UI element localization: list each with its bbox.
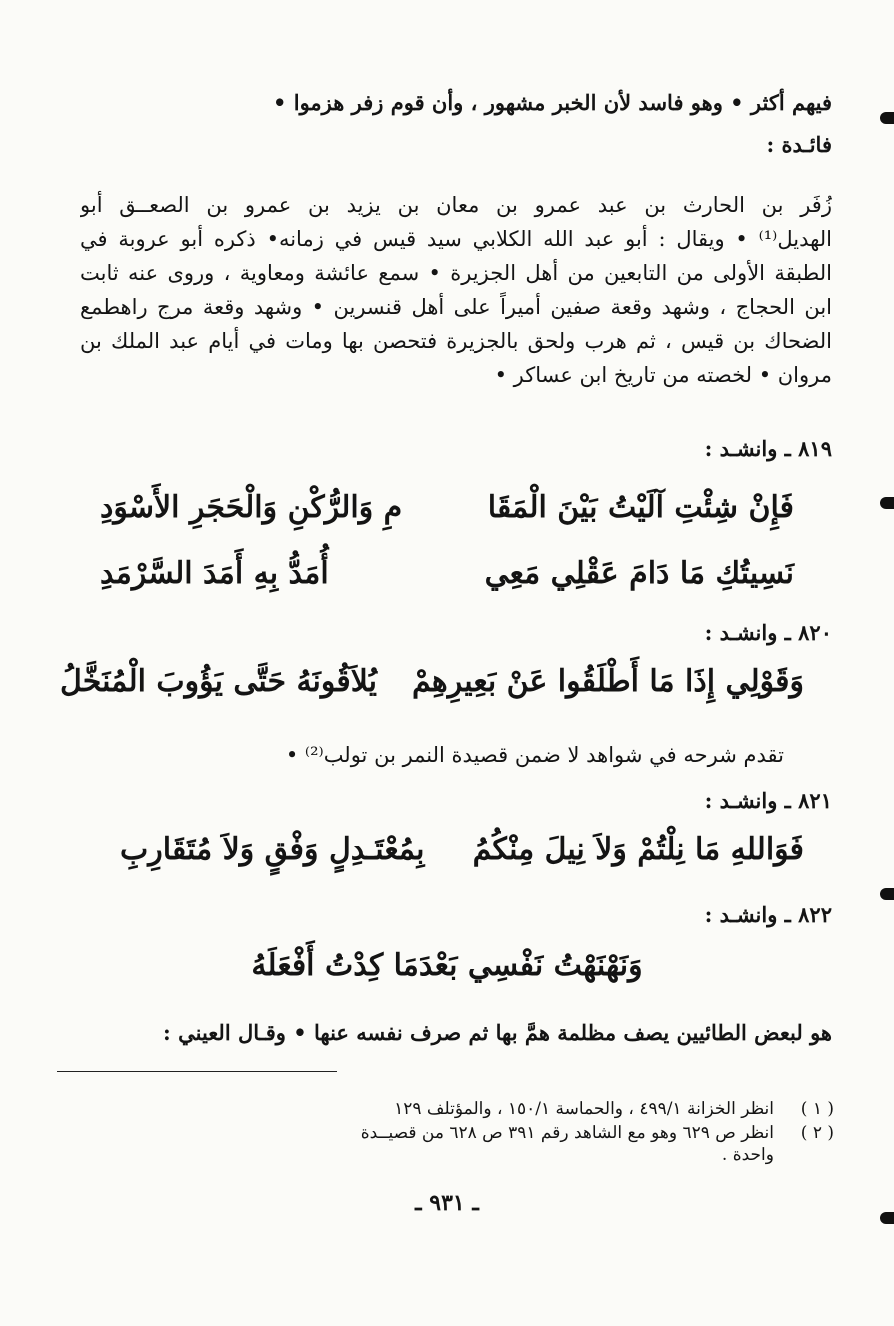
hemistich: بِمُعْتَـدِلٍ وَفْقٍ وَلاَ مُتَقَارِبِ (120, 832, 425, 867)
page-edge-mark (880, 112, 894, 124)
page-number: ـ ٩٣١ ـ (415, 1190, 479, 1216)
hemistich: نَسِيتُكِ مَا دَامَ عَقْلِي مَعِي (484, 556, 794, 591)
intro-line: فيهم أكثر • وهو فاسد لأن الخبر مشهور ، وأن قوم زفر هزموا • (273, 90, 832, 115)
footnote-number: ( ١ ) (800, 1099, 834, 1119)
faida-line: مروان • لخصته من تاريخ ابن عساكر • (494, 363, 832, 387)
heading-820 (80, 620, 832, 645)
faida-line: ابن الحجاج ، وشهد وقعة صفين أميراً على أهل قنسرين • وشهد وقعة مرج راهطمع (80, 295, 832, 319)
hemistich: فَوَاللهِ مَا نِلْتُمْ وَلاَ نِيلَ مِنْكُمُ (472, 832, 804, 867)
note-822 (80, 1016, 832, 1050)
hemistich: أُمَدُّ بِهِ أَمَدَ السَّرْمَدِ (100, 556, 329, 591)
footnote-number: ( ٢ ) (800, 1123, 834, 1143)
footnote-text: انظر الخزانة ٤٩٩/١ ، والحماسة ١٥٠/١ ، والمؤتلف ١٢٩ (394, 1099, 774, 1119)
faida-line: الطبقة الأولى من التابعين من أهل الجزيرة • سمع عائشة ومعاوية ، وروى عنه ثابت (80, 261, 832, 285)
page-edge-mark (880, 497, 894, 509)
footnote-1 (90, 1098, 834, 1120)
footnote-text-continued: واحدة . (721, 1145, 774, 1165)
heading-822 (80, 902, 832, 927)
note-line: هو لبعض الطائيين يصف مظلمة همَّ بها ثم صرف نفسه عنها • وقـال العيني : (163, 1020, 832, 1045)
verse-number-heading: ٨١٩ ـ وانشـد : (704, 436, 832, 461)
heading-821 (80, 788, 832, 813)
hemistich: وَقَوْلِي إِذَا مَا أَطْلَقُوا عَنْ بَعِيرِهِمْ (411, 664, 804, 699)
verse-822: وَنَهْنَهْتُ نَفْسِي بَعْدَمَا كِدْتُ أَفْعَلَهُ (251, 948, 643, 983)
footnote-separator (57, 1071, 337, 1072)
note-820 (80, 738, 784, 772)
note-line: تقدم شرحه في شواهد لا ضمن قصيدة النمر بن تولب⁽²⁾ • (285, 743, 784, 767)
verse-number-heading: ٨٢١ ـ وانشـد : (704, 788, 832, 813)
page-edge-mark (880, 888, 894, 900)
faida-line: الهديل⁽¹⁾ • ويقال : أبو عبد الله الكلابي سيد قيس في زمانه• ذكره أبو عروبة في (80, 227, 832, 251)
page-edge-mark (880, 1212, 894, 1224)
heading-819 (80, 436, 832, 461)
faida-paragraph (80, 188, 832, 392)
faida-heading: فائـدة : (766, 132, 832, 157)
verse-number-heading: ٨٢٠ ـ وانشـد : (704, 620, 832, 645)
hemistich: فَإِنْ شِئْتِ آلَيْتُ بَيْنَ الْمَقَا (487, 490, 794, 525)
faida-line: الضحاك بن قيس ، ثم هرب ولحق بالجزيرة فتحصن بها ومات في أيام عبد الملك بن (80, 329, 832, 353)
hemistich: يُلاَقُونَهُ حَتَّى يَؤُوبَ الْمُنَخَّلُ (60, 664, 377, 699)
hemistich: مِ وَالرُّكْنِ وَالْحَجَرِ الأَسْوَدِ (100, 490, 403, 525)
verse-number-heading: ٨٢٢ ـ وانشـد : (704, 902, 832, 927)
faida-line: زُفَر بن الحارث بن عبد عمرو بن معان بن يزيد بن عمرو بن الصعــق أبو (80, 193, 832, 217)
faida-section (80, 132, 832, 157)
footnote-2 (90, 1122, 834, 1166)
intro-paragraph (80, 86, 832, 120)
footnote-text: انظر ص ٦٢٩ وهو مع الشاهد رقم ٣٩١ ص ٦٢٨ من قصيــدة (360, 1123, 774, 1143)
